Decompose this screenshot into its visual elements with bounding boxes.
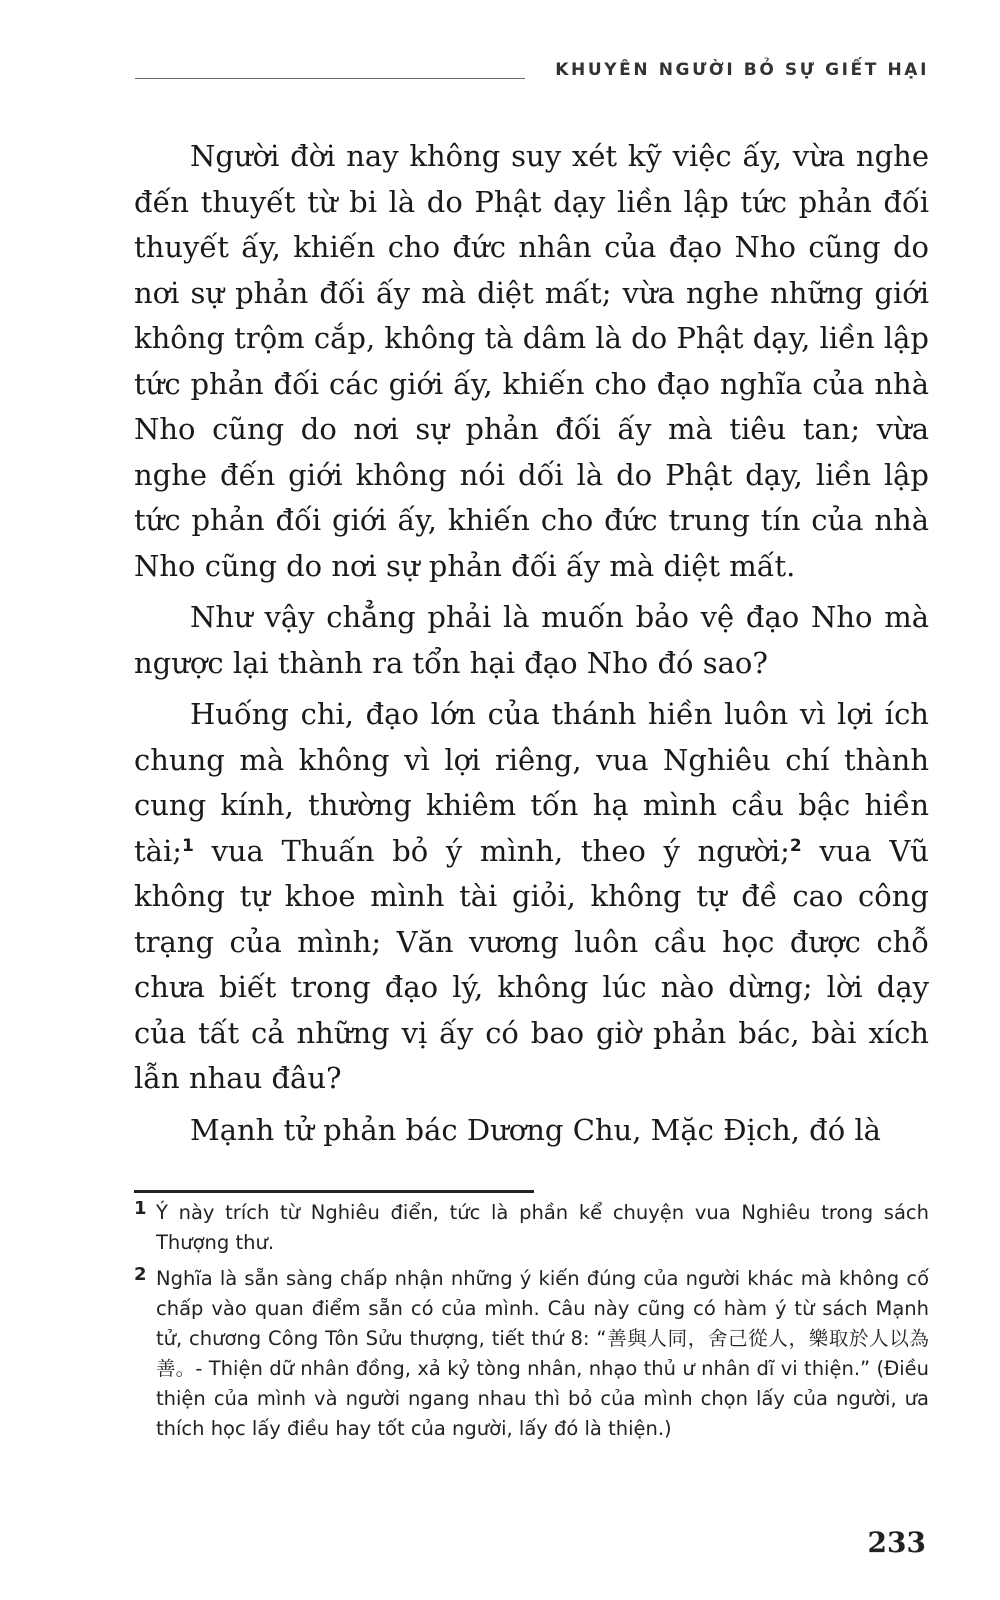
running-title: KHUYÊN NGƯỜI BỎ SỰ GIẾT HẠI [555, 60, 929, 80]
paragraph-3-part-c: vua Vũ không tự khoe mình tài giỏi, không tự đề cao công trạng của mình; Văn vương luôn cầu học được chỗ chưa biết trong đạo lý, không lúc nào dừng; lời dạy của tất cả những vị ấy có bao giờ phản bác, bài xích lẫn nhau đâu? [134, 833, 929, 1095]
footnote-text: Ý này trích từ Nghiêu điển, tức là phần kể chuyện vua Nghiêu trong sách Thượng thư. [156, 1201, 929, 1254]
footnotes [134, 1198, 929, 1450]
footnote-ref-2[interactable]: 2 [789, 835, 802, 856]
footnote-number: 2 [134, 1264, 147, 1285]
footnote-ref-1[interactable]: 1 [182, 835, 194, 856]
paragraph-3-part-a: Huống chi, đạo lớn của thánh hiền luôn vì lợi ích chung mà không vì lợi riêng, vua Nghiêu chí thành cung kính, thường khiêm tốn hạ mình cầu bậc hiền tài; [134, 697, 929, 868]
page-number: 233 [867, 1526, 926, 1559]
body-text [134, 134, 929, 1159]
paragraph-3 [134, 692, 929, 1102]
footnote-1 [134, 1198, 929, 1258]
running-header [135, 58, 935, 88]
header-rule [135, 78, 525, 79]
paragraph-3-part-b: vua Thuấn bỏ ý mình, theo ý người; [193, 833, 790, 868]
paragraph-2: Như vậy chẳng phải là muốn bảo vệ đạo Nho mà ngược lại thành ra tổn hại đạo Nho đó sao? [134, 600, 929, 680]
paragraph-4: Mạnh tử phản bác Dương Chu, Mặc Địch, đó là [190, 1112, 881, 1147]
paragraph-1: Người đời nay không suy xét kỹ việc ấy, vừa nghe đến thuyết từ bi là do Phật dạy liền lập tức phản đối thuyết ấy, khiến cho đức nhân của đạo Nho cũng do nơi sự phản đối ấy mà diệt mất; vừa nghe những giới không trộm cắp, không tà dâm là do Phật dạy, liền lập tức phản đối các giới ấy, khiến cho đạo nghĩa của nhà Nho cũng do nơi sự phản đối ấy mà tiêu tan; vừa nghe đến giới không nói dối là do Phật dạy, liền lập tức phản đối giới ấy, khiến cho đức trung tín của nhà Nho cũng do nơi sự phản đối ấy mà diệt mất. [134, 139, 929, 583]
footnote-2 [134, 1264, 929, 1444]
footnote-rule [134, 1190, 534, 1193]
footnote-text: Nghĩa là sẵn sàng chấp nhận những ý kiến đúng của người khác mà không cố chấp vào quan điểm sẵn có của mình. Câu này cũng có hàm ý từ sách Mạnh tử, chương Công Tôn Sửu thượng, tiết thứ 8: “善與人同，舍己從人，樂取於人以為善。- Thiện dữ nhân đồng, xả kỷ tòng nhân, nhạo thủ ư nhân dĩ vi thiện.” (Điều thiện của mình và người ngang nhau thì bỏ của mình chọn lấy của người, ưa thích học lấy điều hay tốt của người, lấy đó là thiện.) [156, 1267, 929, 1440]
footnote-number: 1 [134, 1198, 147, 1219]
